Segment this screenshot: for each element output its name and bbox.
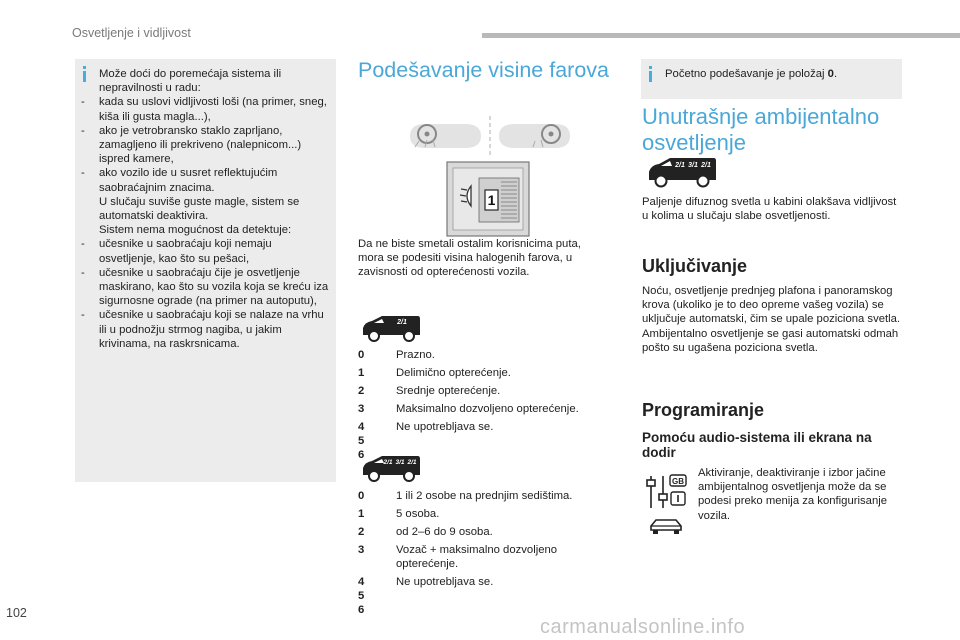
car-icon [648,516,684,536]
settings-sliders-icon [644,474,688,510]
van-badge: 3/1 [395,459,405,466]
list-item: - učesnike u saobraćaju koji se nalaze na vrhu ili u podnožju strmog nagiba, u jakim krivinama, na raskrsnicama. [81,309,324,350]
van-badge: 2/1 [407,459,417,466]
van-passenger-icon [360,453,422,483]
watermark: carmanualsonline.info [540,616,746,638]
load-list-2: 0 1 ili 2 osobe na prednjim sedištima. 1 5 osoba. 2 od 2–6 do 9 osoba. 3 Vozač + maksimalno dozvoljeno opterećenje. 4 5 6 Ne upotrebljava se. [358,490,573,617]
van-badge: 2/1 [675,162,685,169]
programming-body: Aktiviranje, deaktiviranje i izbor jačine ambijentalnog osvetljenja može da se podesi preko menija za konfigurisanje vozila. [698,467,888,522]
list-item: - kada su uslovi vidljivosti loši (na primer, sneg, kiša ili gusta magla...), [81,96,327,123]
headlamp-section-title: Podešavanje visine farova [358,58,609,82]
page-number: 102 [6,606,27,620]
note-paragraph: Sistem nema mogućnost da detektuje: [99,224,292,237]
ambient-section-title: Unutrašnje ambijentalno osvetljenje [642,104,880,155]
van-badge: 2/1 [701,162,711,169]
wheel-digit: 1 [487,192,496,208]
header-bar [482,33,960,38]
warning-note [75,59,336,482]
list-item: - ako vozilo ide u susret reflektujućim saobraćajnim znacima. [81,167,278,194]
list-item: - učesnike u saobraćaju čije je osvetljenje maskirano, kao što su vozila koja se kreću iza sigurnosne ograde (na primer na autoputu), [81,266,329,308]
note-paragraph: U slučaju suviše guste magle, sistem se automatski deaktivira. [99,195,300,223]
van-badge: 3/1 [688,162,698,169]
note-intro: Može doći do poremećaja sistema ili nepravilnosti u radu: [99,68,282,95]
van-badge: 2/1 [383,459,393,466]
info-marker-icon [83,71,86,82]
section-header: Osvetljenje i vidljivost [72,26,191,40]
info-marker-icon [649,71,652,82]
van-badge: 2/1 [397,319,407,326]
headlight-low-icon [410,124,481,148]
load-list-1: 0 Prazno. 1 Delimično opterećenje. 2 Srednje opterećenje. 3 Maksimalno dozvoljeno opterećenje. 4 5 6 Ne upotrebljava se. [358,349,579,462]
headlamp-illustration [405,110,575,240]
initial-setting-note: Početno podešavanje je položaj 0. [641,59,902,99]
programming-subheading: Pomoću audio-sistema ili ekrana na dodir [642,430,872,460]
headlight-high-icon [499,124,570,148]
activation-body: Noću, osvetljenje prednjeg plafona i panoramskog krova (ukoliko je to deo opreme vašeg vozila) se uključuje automatski, čim se upale poziciona svetla. Ambijentalno osvetljenje se gasi automatski odmah pošto su ugašena poziciona svetla. [642,285,901,354]
programming-heading: Programiranje [642,400,765,420]
headlamp-body: Da ne biste smetali ostalim korisnicima puta, mora se podesiti visina halogenih farova, u zavisnosti od opterećenosti vozila. [358,238,581,279]
list-item: - učesnike u saobraćaju koji nemaju osvetljenje, kao što su pešaci, [81,238,272,265]
list-item: - ako je vetrobransko staklo zaprljano, zamagljeno ili prekriveno (nalepnicom...) ispred kamere, [81,124,302,166]
activation-heading: Uključivanje [642,256,748,276]
gb-label: GB [672,477,684,486]
ambient-intro: Paljenje difuznog svetla u kabini olakšava vidljivost u kolima u slučaju slabe osvetljenosti. [642,196,897,223]
van-ambient-icon [646,155,718,189]
van-empty-icon [360,313,422,343]
